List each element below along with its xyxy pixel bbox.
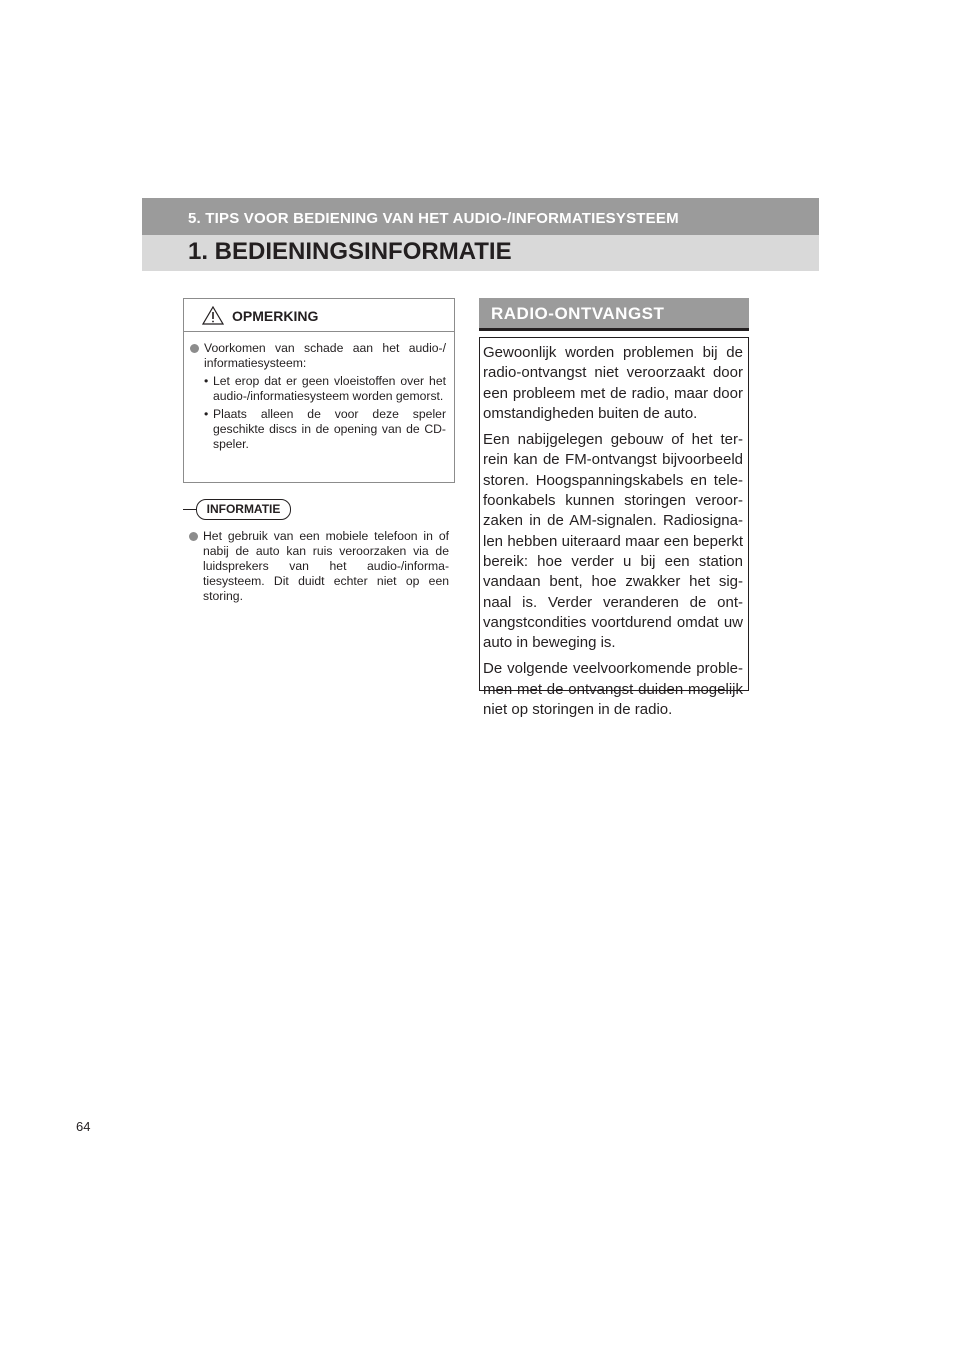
note-body bbox=[184, 332, 454, 452]
warning-triangle-icon bbox=[202, 306, 224, 330]
note-title: OPMERKING bbox=[232, 308, 319, 324]
sub-bullet-icon: • bbox=[204, 407, 209, 421]
radio-section-rule bbox=[479, 328, 749, 331]
note-sub-item-text: Plaats alleen de voor deze speler geschikte discs in de opening van de CD-speler. bbox=[213, 407, 446, 451]
radio-paragraph: Een nabijgelegen gebouw of het terrein kan de FM-ontvangst bijvoorbeeld storen. Hoogspanningskabels en telefoonkabels kunnen storingen veroorzaken in de AM-signalen. Radiosignalen hebben uiteraard maar een beperkt bereik: hoe verder u bij een station vandaan bent, hoe zwakker het signaal is. Verder veranderen de ontvangstcondities voortdurend omdat uw auto in beweging is. bbox=[483, 431, 743, 652]
radio-section-header bbox=[479, 298, 749, 328]
note-box bbox=[183, 298, 455, 483]
page-title: 1. BEDIENINGSINFORMATIE bbox=[188, 238, 512, 265]
note-sub-item bbox=[190, 407, 446, 452]
radio-paragraph: Gewoonlijk worden problemen bij de radio-ontvangst niet veroorzaakt door een probleem met de radio, maar door omstandigheden buiten de auto. bbox=[483, 344, 743, 422]
page-number: 64 bbox=[76, 1119, 91, 1134]
note-bullet-text: Voorkomen van schade aan het audio-/ informatiesysteem: bbox=[204, 341, 446, 370]
sub-bullet-icon: • bbox=[204, 374, 209, 388]
note-header bbox=[184, 299, 454, 332]
bullet-dot-icon bbox=[189, 532, 198, 541]
info-body bbox=[189, 529, 449, 604]
info-label: INFORMATIE bbox=[196, 499, 291, 520]
radio-section-body bbox=[479, 337, 749, 719]
info-bullet bbox=[189, 529, 449, 604]
note-sub-item-text: Let erop dat er geen vloeistoffen over het audio-/informatiesysteem worden gemorst. bbox=[213, 374, 446, 403]
info-bullet-text: Het gebruik van een mobiele telefoon in of nabij de auto kan ruis veroorzaken via de luidsprekers van het audio-/informatiesysteem. Dit duidt echter niet op een storing. bbox=[203, 529, 449, 603]
section-title: 5. TIPS VOOR BEDIENING VAN HET AUDIO-/INFORMATIESYSTEEM bbox=[188, 210, 679, 227]
radio-section-title: RADIO-ONTVANGST bbox=[491, 304, 665, 323]
section-band bbox=[142, 198, 819, 235]
bullet-dot-icon bbox=[190, 344, 199, 353]
chapter-header bbox=[142, 198, 819, 271]
note-bullet bbox=[190, 341, 446, 371]
radio-paragraph: De volgende veelvoorkomende problemen met de ontvangst duiden mogelijk niet op storingen in de radio. bbox=[483, 660, 743, 719]
note-sub-item bbox=[190, 374, 446, 404]
info-divider bbox=[183, 509, 196, 510]
